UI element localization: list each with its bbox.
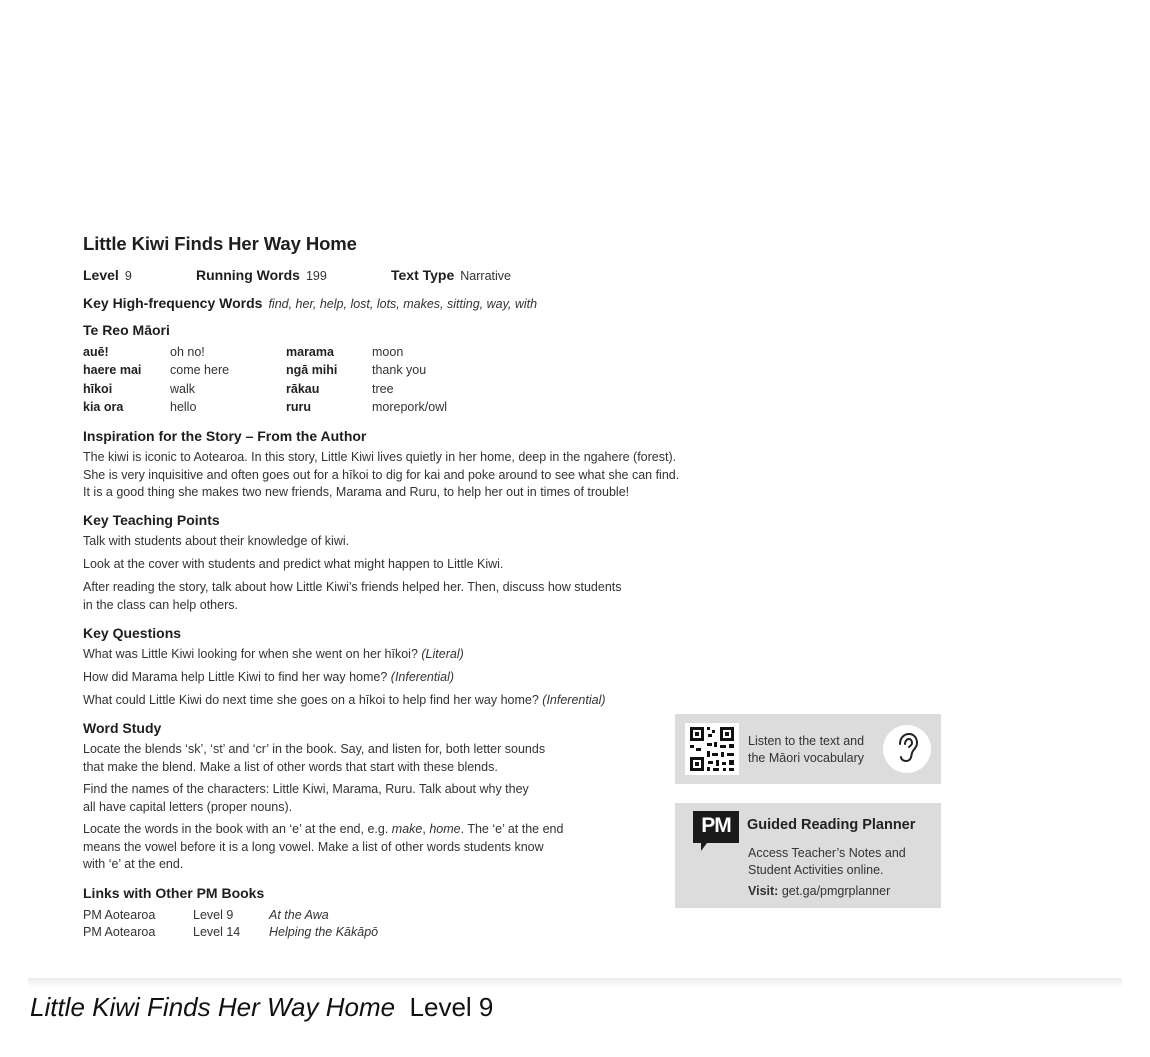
vocab-word: rākau (286, 382, 320, 396)
running-words-value: 199 (305, 269, 327, 283)
vocab-meaning: thank you (372, 363, 427, 377)
book-title: Little Kiwi Finds Her Way Home (83, 233, 357, 254)
question-item (83, 646, 464, 664)
inspiration-line: The kiwi is iconic to Aotearoa. In this story, Little Kiwi lives quietly in her home, deep in the ngahere (forest). (83, 450, 677, 464)
word-study-line: all have capital letters (proper nouns). (83, 799, 293, 814)
vocab-meaning: tree (372, 382, 394, 396)
question-text: How did Marama help Little Kiwi to find her way home? (83, 670, 388, 684)
text-type-value: Narrative (460, 269, 511, 283)
level-value: 9 (124, 269, 132, 283)
teaching-line: in the class can help others. (83, 597, 238, 612)
word-study-line: Locate the blends ‘sk’, ‘st’ and ‘cr’ in the book. Say, and listen for, both letter sounds (83, 742, 546, 756)
vocab-word: ngā mihi (286, 363, 338, 377)
word-study-line (83, 821, 563, 839)
high-frequency-label: Key High-frequency Words (83, 295, 263, 311)
word-study-point (83, 781, 529, 816)
teaching-heading: Key Teaching Points (83, 512, 220, 528)
link-book: At the Awa (269, 908, 329, 922)
question-item (83, 692, 606, 710)
word-study-line: with ‘e’ at the end. (83, 857, 184, 871)
question-text: What could Little Kiwi do next time she goes on a hīkoi to help find her way home? (83, 693, 539, 707)
high-frequency-row (83, 295, 537, 311)
example-word: make (391, 822, 423, 836)
inspiration-line: It is a good thing she makes two new friends, Marama and Ruru, to help her out in times of trouble! (83, 485, 630, 499)
footer-book-title: Little Kiwi Finds Her Way Home (30, 992, 396, 1022)
vocab-word: hīkoi (83, 382, 113, 396)
vocab-meaning: oh no! (170, 345, 205, 359)
link-level: Level 9 (193, 908, 234, 922)
vocab-word: marama (286, 345, 334, 359)
word-study-separator: , (422, 822, 426, 836)
teaching-point: Look at the cover with students and predict what might happen to Little Kiwi. (83, 557, 504, 571)
example-word: home (429, 822, 461, 836)
word-study-line: that make the blend. Make a list of other words that start with these blends. (83, 759, 498, 774)
question-tag: (Literal) (421, 647, 464, 661)
level-label: Level (83, 267, 119, 283)
footer-level: Level 9 (409, 992, 494, 1022)
word-study-heading: Word Study (83, 720, 162, 736)
listen-box (675, 714, 941, 784)
planner-visit (748, 883, 906, 900)
question-text: What was Little Kiwi looking for when she went on her hīkoi? (83, 647, 418, 661)
word-study-text: . The ‘e’ at the end (460, 822, 564, 836)
vocab-meaning: hello (170, 400, 197, 414)
planner-line: Access Teacher’s Notes and (748, 846, 906, 860)
visit-link[interactable]: get.ga/pmgrplanner (781, 884, 891, 898)
inspiration-heading: Inspiration for the Story – From the Author (83, 428, 367, 444)
teaching-line: After reading the story, talk about how Little Kiwi’s friends helped her. Then, discuss how students (83, 580, 622, 594)
link-series: PM Aotearoa (83, 925, 156, 939)
pm-logo (693, 811, 739, 857)
planner-text (748, 845, 906, 900)
teaching-point: Talk with students about their knowledge of kiwi. (83, 534, 350, 548)
vocab-word: kia ora (83, 400, 124, 414)
vocab-word: auē! (83, 345, 109, 359)
te-reo-heading: Te Reo Māori (83, 322, 170, 338)
footer-divider (28, 978, 1122, 988)
vocab-meaning: walk (170, 382, 196, 396)
vocab-word: ruru (286, 400, 311, 414)
vocab-meaning: morepork/owl (372, 400, 448, 414)
word-study-line: Find the names of the characters: Little Kiwi, Marama, Ruru. Talk about why they (83, 782, 529, 796)
question-tag: (Inferential) (390, 670, 455, 684)
links-heading: Links with Other PM Books (83, 885, 265, 901)
listen-text (748, 733, 864, 767)
vocab-word: haere mai (83, 363, 142, 377)
qr-code-icon[interactable] (685, 723, 739, 775)
footer (30, 992, 493, 1023)
visit-label: Visit: (748, 884, 779, 898)
high-frequency-words: find, her, help, lost, lots, makes, sitting, way, with (268, 297, 538, 311)
question-item (83, 669, 454, 687)
teaching-point (83, 579, 622, 614)
word-study-point (83, 741, 545, 776)
word-study-point (83, 821, 563, 874)
inspiration-line: She is very inquisitive and often goes out for a hīkoi to dig for kai and poke around to see what she can find. (83, 467, 680, 482)
question-tag: (Inferential) (542, 693, 606, 707)
planner-line: Student Activities online. (748, 863, 884, 877)
link-series: PM Aotearoa (83, 908, 156, 922)
pm-logo-text: PM (701, 814, 731, 837)
listen-line: Listen to the text and (748, 734, 865, 748)
link-level: Level 14 (193, 925, 241, 939)
inspiration-text (83, 449, 679, 502)
word-study-line: means the vowel before it is a long vowel. Make a list of other words students know (83, 839, 544, 854)
ear-icon[interactable] (883, 725, 931, 773)
link-book: Helping the Kākāpō (269, 925, 379, 939)
text-type-label: Text Type (391, 267, 455, 283)
running-words-label: Running Words (196, 267, 300, 283)
planner-title: Guided Reading Planner (747, 817, 916, 833)
vocab-meaning: come here (170, 363, 230, 377)
listen-line: the Māori vocabulary (748, 751, 865, 765)
planner-box (675, 803, 941, 908)
word-study-text: Locate the words in the book with an ‘e’ at the end, e.g. (83, 822, 389, 836)
vocab-meaning: moon (372, 345, 404, 359)
questions-heading: Key Questions (83, 625, 182, 641)
